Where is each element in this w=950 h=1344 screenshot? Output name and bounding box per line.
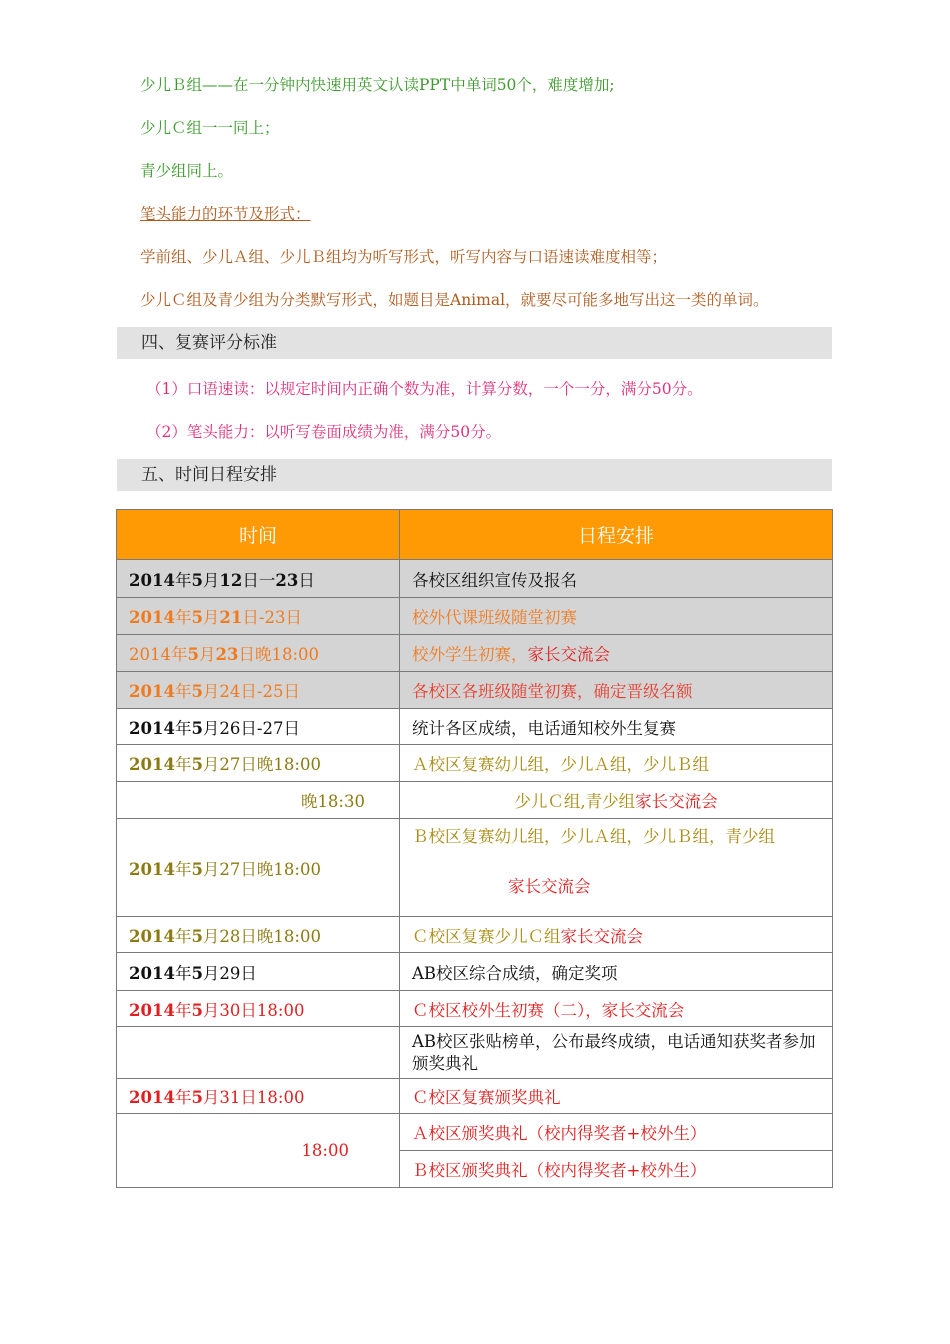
text-line-dictation: 学前组、少儿Ａ组、少儿Ｂ组均为听写形式，听写内容与口语速读难度相等； — [140, 248, 668, 266]
schedule-table — [116, 509, 833, 1188]
schedule-cell: Ｂ校区复赛幼儿组，少儿Ａ组，少儿Ｂ组，青少组 家长交流会 — [400, 819, 833, 917]
criteria-item-1: （1）口语速读：以规定时间内正确个数为准，计算分数，一个一分，满分50分。 — [146, 380, 703, 398]
table-row — [117, 1114, 833, 1151]
time-cell: 2014年5月26日-27日 — [117, 709, 400, 745]
time-cell: 2014年5月12日一23日 — [117, 560, 400, 598]
schedule-cell: Ｃ校区校外生初赛（二），家长交流会 — [400, 991, 833, 1027]
table-row — [117, 672, 833, 709]
text-line-group-c: 少儿Ｃ组一一同上； — [140, 119, 280, 137]
table-row — [117, 819, 833, 917]
header-schedule: 日程安排 — [400, 510, 833, 560]
time-cell: 2014年5月21日-23日 — [117, 598, 400, 635]
table-row — [117, 991, 833, 1027]
table-row — [117, 598, 833, 635]
criteria-item-2: （2）笔头能力：以听写卷面成绩为准，满分50分。 — [146, 423, 502, 441]
table-row — [117, 635, 833, 672]
time-cell: 2014年5月27日晚18:00 — [117, 745, 400, 782]
schedule-cell: Ｂ校区颁奖典礼（校内得奖者+校外生） — [400, 1151, 833, 1188]
header-time: 时间 — [117, 510, 400, 560]
table-row — [117, 1027, 833, 1079]
time-cell: 2014年5月31日18:00 — [117, 1079, 400, 1114]
time-cell: 2014年5月23日晚18:00 — [117, 635, 400, 672]
schedule-cell: 校外代课班级随堂初赛 — [400, 598, 833, 635]
time-cell — [117, 1027, 400, 1079]
schedule-cell: Ｃ校区复赛少儿Ｃ组家长交流会 — [400, 917, 833, 953]
time-cell: 2014年5月30日18:00 — [117, 991, 400, 1027]
schedule-cell: AB校区张贴榜单，公布最终成绩，电话通知获奖者参加颁奖典礼 — [400, 1027, 833, 1079]
text-line-youth: 青少组同上。 — [140, 162, 234, 180]
section-5-heading: 五、时间日程安排 — [117, 459, 832, 491]
time-cell: 2014年5月27日晚18:00 — [117, 819, 400, 917]
schedule-cell: Ｃ校区复赛颁奖典礼 — [400, 1079, 833, 1114]
schedule-cell: 统计各区成绩，电话通知校外生复赛 — [400, 709, 833, 745]
table-header-row — [117, 510, 833, 560]
schedule-cell: 各校区组织宣传及报名 — [400, 560, 833, 598]
table-row — [117, 560, 833, 598]
table-row — [117, 1079, 833, 1114]
schedule-cell: 校外学生初赛，家长交流会 — [400, 635, 833, 672]
table-row — [117, 745, 833, 782]
table-row — [117, 782, 833, 819]
subheading-writing: 笔头能力的环节及形式： — [140, 205, 311, 223]
time-cell: 2014年5月24日-25日 — [117, 672, 400, 709]
time-cell: 18:00 — [117, 1114, 400, 1188]
table-row — [117, 953, 833, 991]
time-cell: 2014年5月28日晚18:00 — [117, 917, 400, 953]
text-line-category: 少儿Ｃ组及青少组为分类默写形式，如题目是Animal，就要尽可能多地写出这一类的单词。 — [140, 291, 769, 309]
table-row — [117, 709, 833, 745]
schedule-cell: Ａ校区颁奖典礼（校内得奖者+校外生） — [400, 1114, 833, 1151]
text-line-group-b: 少儿Ｂ组——在一分钟内快速用英文认读PPT中单词50个，难度增加; — [140, 76, 615, 94]
section-4-heading: 四、复赛评分标准 — [117, 327, 832, 359]
schedule-cell: AB校区综合成绩，确定奖项 — [400, 953, 833, 991]
schedule-cell: Ａ校区复赛幼儿组，少儿Ａ组，少儿Ｂ组 — [400, 745, 833, 782]
time-cell: 晚18:30 — [117, 782, 400, 819]
schedule-cell: 少儿Ｃ组,青少组家长交流会 — [400, 782, 833, 819]
schedule-cell: 各校区各班级随堂初赛，确定晋级名额 — [400, 672, 833, 709]
table-row — [117, 917, 833, 953]
time-cell: 2014年5月29日 — [117, 953, 400, 991]
